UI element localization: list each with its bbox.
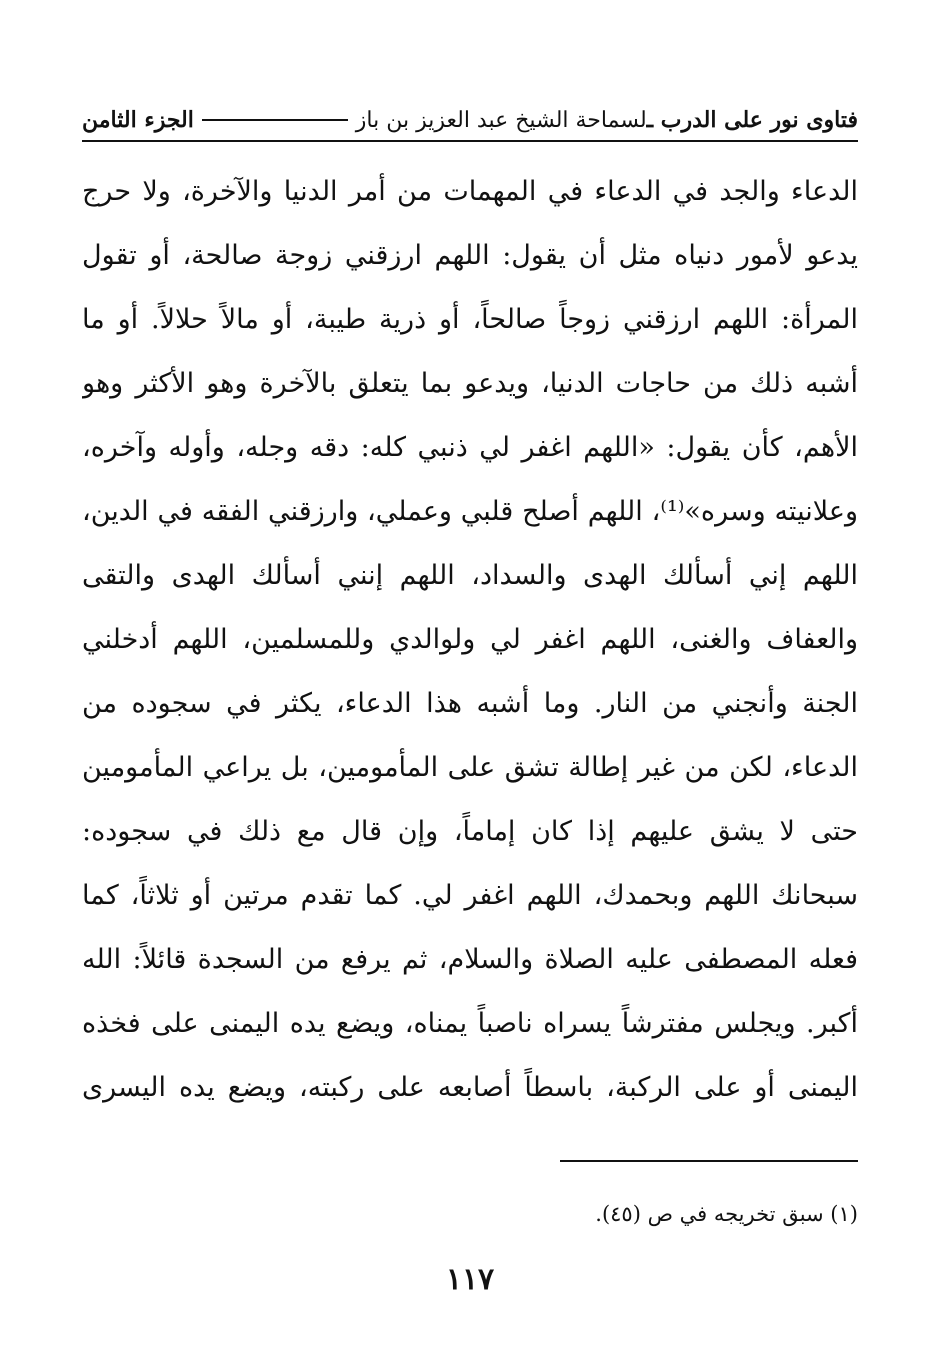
volume-part: الجزء الثامن [82, 107, 194, 133]
text-line: الدعاء، لكن من غير إطالة تشق على المأمومين، بل يراعي المأمومين [82, 752, 858, 783]
text-line: اللهم إني أسألك الهدى والسداد، اللهم إنني أسألك الهدى والتقى [82, 560, 858, 591]
text-line: والعفاف والغنى، اللهم اغفر لي ولوالدي وللمسلمين، اللهم أدخلني [82, 624, 858, 655]
author-name: لسماحة الشيخ عبد العزيز بن باز [355, 107, 647, 133]
text-line: اليمنى أو على الركبة، باسطاً أصابعه على ركبته، ويضع يده اليسرى [82, 1072, 858, 1103]
text-line: فعله المصطفى عليه الصلاة والسلام، ثم يرفع من السجدة قائلاً: الله [82, 944, 858, 975]
text-line: وعلانيته وسره»⁽¹⁾، اللهم أصلح قلبي وعملي، وارزقني الفقه في الدين، [82, 496, 858, 527]
footnote: (١) سبق تخريجه في ص (٤٥). [595, 1202, 858, 1226]
footnote-separator [560, 1160, 858, 1162]
text-line: الأهم، كأن يقول: «اللهم اغفر لي ذنبي كله: دقه وجله، وأوله وآخره، [82, 432, 858, 463]
text-line: أكبر. ويجلس مفترشاً يسراه ناصباً يمناه، ويضع يده اليمنى على فخذه [82, 1008, 858, 1039]
book-title: فتاوى نور على الدرب ـ [646, 107, 858, 133]
text-line: يدعو لأمور دنياه مثل أن يقول: اللهم ارزقني زوجة صالحة، أو تقول [82, 240, 858, 271]
running-header [82, 100, 858, 142]
text-line: الجنة وأنجني من النار. وما أشبه هذا الدعاء، يكثر في سجوده من [82, 688, 858, 719]
text-line: المرأة: اللهم ارزقني زوجاً صالحاً، أو ذرية طيبة، أو مالاً حلالاً. أو ما [82, 304, 858, 335]
page-number: ١١٧ [445, 1262, 495, 1297]
text-line: الدعاء والجد في الدعاء في المهمات من أمر الدنيا والآخرة، ولا حرج [82, 176, 858, 207]
text-line: أشبه ذلك من حاجات الدنيا، ويدعو بما يتعلق بالآخرة وهو الأكثر وهو [82, 368, 858, 399]
body-text [82, 160, 858, 1120]
text-line: حتى لا يشق عليهم إذا كان إماماً، وإن قال مع ذلك في سجوده: [82, 816, 858, 847]
text-line: سبحانك اللهم وبحمدك، اللهم اغفر لي. كما تقدم مرتين أو ثلاثاً، كما [82, 880, 858, 911]
header-rule [202, 119, 348, 121]
